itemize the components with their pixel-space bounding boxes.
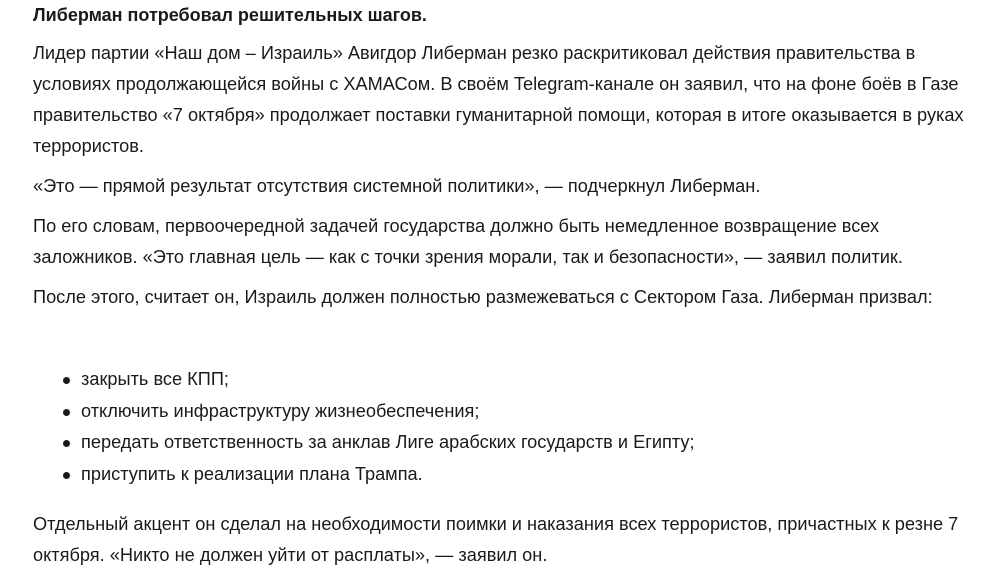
bullet-icon xyxy=(63,377,70,384)
list-item-text: приступить к реализации плана Трампа. xyxy=(81,463,423,484)
list-item xyxy=(33,427,695,459)
demands-list xyxy=(33,364,695,490)
paragraph-hostages: По его словам, первоочередной задачей государства должно быть немедленное возвращение всех заложников. «Это главная цель — как с точки зрения морали, так и безопасности», — заявил политик. xyxy=(33,216,903,267)
paragraph-closing: Отдельный акцент он сделал на необходимости поимки и наказания всех террористов, причастных к резне 7 октября. «Никто не должен уйти от расплаты», — заявил он. xyxy=(33,514,959,565)
list-item xyxy=(33,396,695,428)
list-item-text: отключить инфраструктуру жизнеобеспечения; xyxy=(81,400,480,421)
article-headline: Либерман потребовал решительных шагов. xyxy=(33,5,427,25)
list-item-text: закрыть все КПП; xyxy=(81,369,229,389)
list-item xyxy=(33,364,695,396)
paragraph-disengagement: После этого, считает он, Израиль должен полностью размежеваться с Сектором Газа. Либерман призвал: xyxy=(33,287,933,307)
list-item xyxy=(33,459,695,491)
list-item-text: передать ответственность за анклав Лиге арабских государств и Египту; xyxy=(81,432,695,452)
bullet-icon xyxy=(63,440,70,447)
paragraph-intro: Лидер партии «Наш дом – Израиль» Авигдор Либерман резко раскритиковал действия правительства в условиях продолжающейся войны с ХАМАСом. В своём Telegram-канале он заявил, что на фоне боёв в Газе правительство «7 октября» продолжает поставки гуманитарной помощи, которая в итоге оказывается в руках террористов. xyxy=(33,43,964,156)
paragraph-quote: «Это — прямой результат отсутствия системной политики», — подчеркнул Либерман. xyxy=(33,176,761,196)
bullet-icon xyxy=(63,472,70,479)
bullet-icon xyxy=(63,409,70,416)
